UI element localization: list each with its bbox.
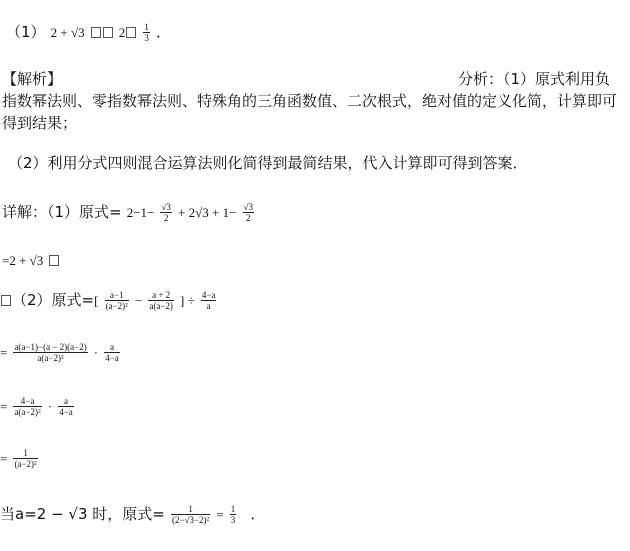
fraction: $\frac{√3}{2}$ — [243, 202, 253, 223]
solution-line-2: =2 + √3 — [2, 252, 60, 268]
fraction: $\frac{1}{\text{(a−2)²}}$ — [14, 448, 37, 469]
solution-line-1: 详解：（1）原式= 2−1− $\frac{√3}{2}$ + 2√3 + 1− $\frac{√3}{2}$ — [2, 202, 253, 223]
solution-line-7: 当a=2 − √3 时，原式= $\frac{1}{\text{(2−√3−2)²}}$ = $\frac{1}{3}$ ． — [0, 504, 266, 525]
solution-line-5: = $\frac{4-a}{\text{a(a−2)²}}$ · $\frac{a}{4-a}$ — [0, 396, 73, 417]
problem-fraction: $\frac{1}{3}$ — [144, 22, 149, 43]
solution-label: 详解：（1）原式= — [2, 203, 122, 221]
problem-tail: 2 — [118, 25, 126, 40]
missing-glyph-icon — [91, 27, 101, 38]
fraction: $\frac{4-a}{a}$ — [201, 290, 216, 311]
missing-glyph-icon — [126, 27, 136, 38]
problem-expr: 2 + √3 — [50, 25, 85, 40]
solution-line-6: = $\frac{1}{\text{(a−2)²}}$ — [0, 448, 37, 469]
fraction: $\frac{a-1}{\text{(a−2)²}}$ — [105, 290, 128, 311]
fraction: $\frac{1}{\text{(2−√3−2)²}}$ — [171, 504, 210, 525]
solution-line-3: （2）原式=[ $\frac{a-1}{\text{(a−2)²}}$ − $\frac{a + 2}{a(a-2)}$ ] ÷ $\frac{4-a}{a}$ — [0, 290, 217, 311]
fraction: $\frac{a + 2}{a(a-2)}$ — [149, 290, 173, 311]
fraction: $\frac{√3}{2}$ — [161, 202, 171, 223]
missing-glyph-icon — [103, 27, 113, 38]
solution-line-4: = $\frac{a(a-1)-(a - 2)(a-2)}{\text{a(a−2)²}}$ · $\frac{a}{4-a}$ — [0, 342, 119, 363]
fraction: $\frac{a}{4-a}$ — [59, 396, 73, 417]
problem-line: （1） 2 + √3 2 $\frac{1}{3}$ ． — [6, 22, 171, 43]
fraction: $\frac{a}{4-a}$ — [105, 342, 119, 363]
analysis-part2: （2）利用分式四则混合运算法则化简得到最简结果，代入计算即可得到答案． — [8, 154, 528, 172]
fraction: $\frac{4-a}{\text{a(a−2)²}}$ — [14, 396, 41, 417]
analysis-title: 【解析】 — [2, 70, 63, 88]
fraction: $\frac{1}{3}$ — [230, 504, 236, 525]
missing-glyph-icon — [49, 255, 59, 266]
fraction: $\frac{a(a-1)-(a - 2)(a-2)}{\text{a(a−2)²}}$ — [14, 342, 87, 363]
missing-glyph-icon — [1, 295, 11, 306]
analysis-intro: 分析：（1）原式利用负指数幂法则、零指数幂法则、特殊角的三角函数值、二次根式，绝对值的定义化简，计算即可得到结果； — [2, 70, 618, 132]
problem-label: （1） — [6, 23, 46, 41]
